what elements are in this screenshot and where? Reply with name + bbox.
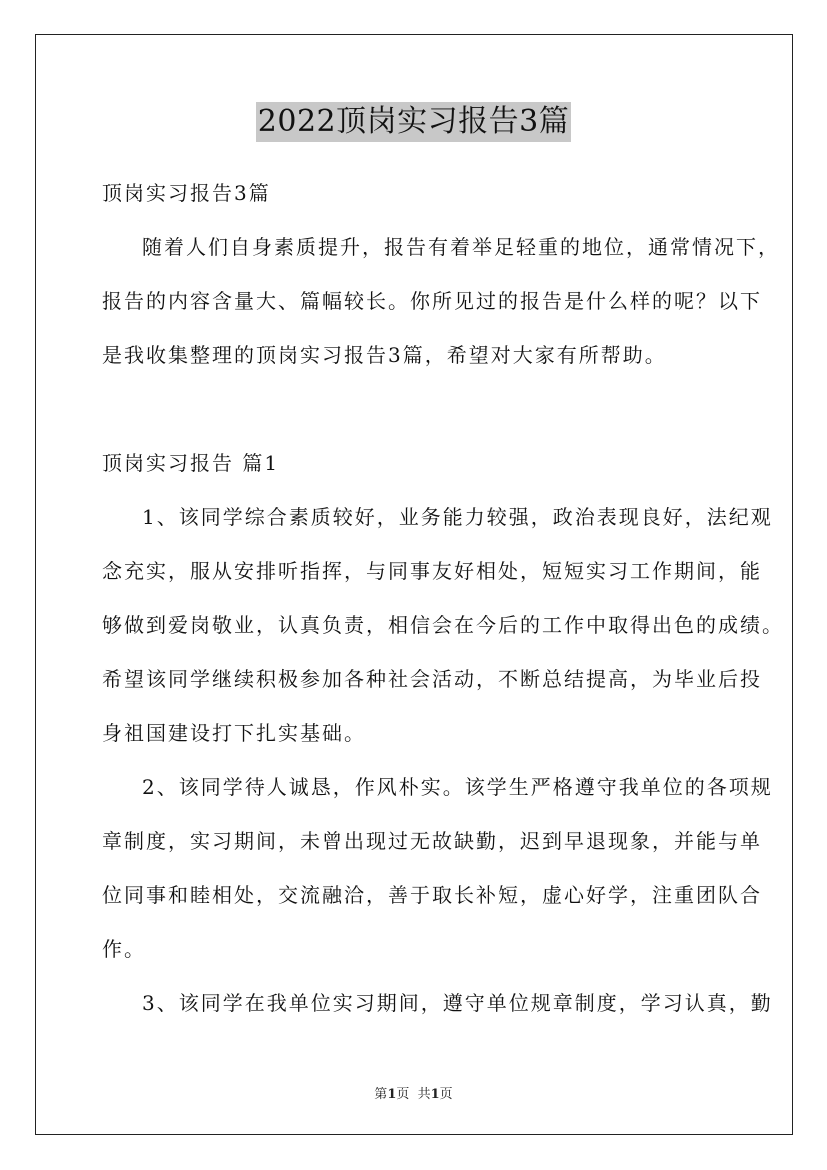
footer-suffix: 页: [439, 1087, 453, 1102]
page-number: 1: [387, 1087, 397, 1102]
paragraph-line: 身祖国建设打下扎实基础。: [102, 721, 366, 745]
paragraph-line: 够做到爱岗敬业，认真负责，相信会在今后的工作中取得出色的成绩。: [102, 613, 784, 637]
paragraph-line: 念充实，服从安排听指挥，与同事友好相处，短短实习工作期间，能: [102, 559, 762, 583]
document-body: [102, 166, 784, 1030]
footer-prefix: 第: [374, 1087, 388, 1102]
paragraph-line: 1、该同学综合素质较好，业务能力较强，政治表现良好，法纪观: [142, 505, 773, 529]
document-title: 2022顶岗实习报告3篇: [256, 102, 571, 142]
paragraph-line: 3、该同学在我单位实习期间，遵守单位规章制度，学习认真，勤: [142, 991, 773, 1015]
section-heading: 顶岗实习报告3篇: [102, 181, 271, 205]
section-heading: 顶岗实习报告 篇1: [102, 451, 280, 475]
blank-line: [102, 382, 732, 436]
paragraph-line: 作。: [102, 937, 146, 961]
paragraph-line: 位同事和睦相处，交流融洽，善于取长补短，虚心好学，注重团队合: [102, 883, 762, 907]
paragraph-line: 2、该同学待人诚恳，作风朴实。该学生严格遵守我单位的各项规: [142, 775, 773, 799]
paragraph-line: 希望该同学继续积极参加各种社会活动，不断总结提高，为毕业后投: [102, 667, 762, 691]
page-total: 1: [430, 1087, 440, 1102]
paragraph-line: 报告的内容含量大、篇幅较长。你所见过的报告是什么样的呢？以下: [102, 289, 762, 313]
paragraph-line: 是我收集整理的顶岗实习报告3篇，希望对大家有所帮助。: [102, 343, 667, 367]
paragraph-line: 随着人们自身素质提升，报告有着举足轻重的地位，通常情况下，: [142, 235, 780, 259]
title-wrap: [0, 102, 827, 142]
footer-mid: 页 共: [396, 1087, 431, 1102]
paragraph-line: 章制度，实习期间，未曾出现过无故缺勤，迟到早退现象，并能与单: [102, 829, 762, 853]
page-footer: [0, 1083, 827, 1102]
